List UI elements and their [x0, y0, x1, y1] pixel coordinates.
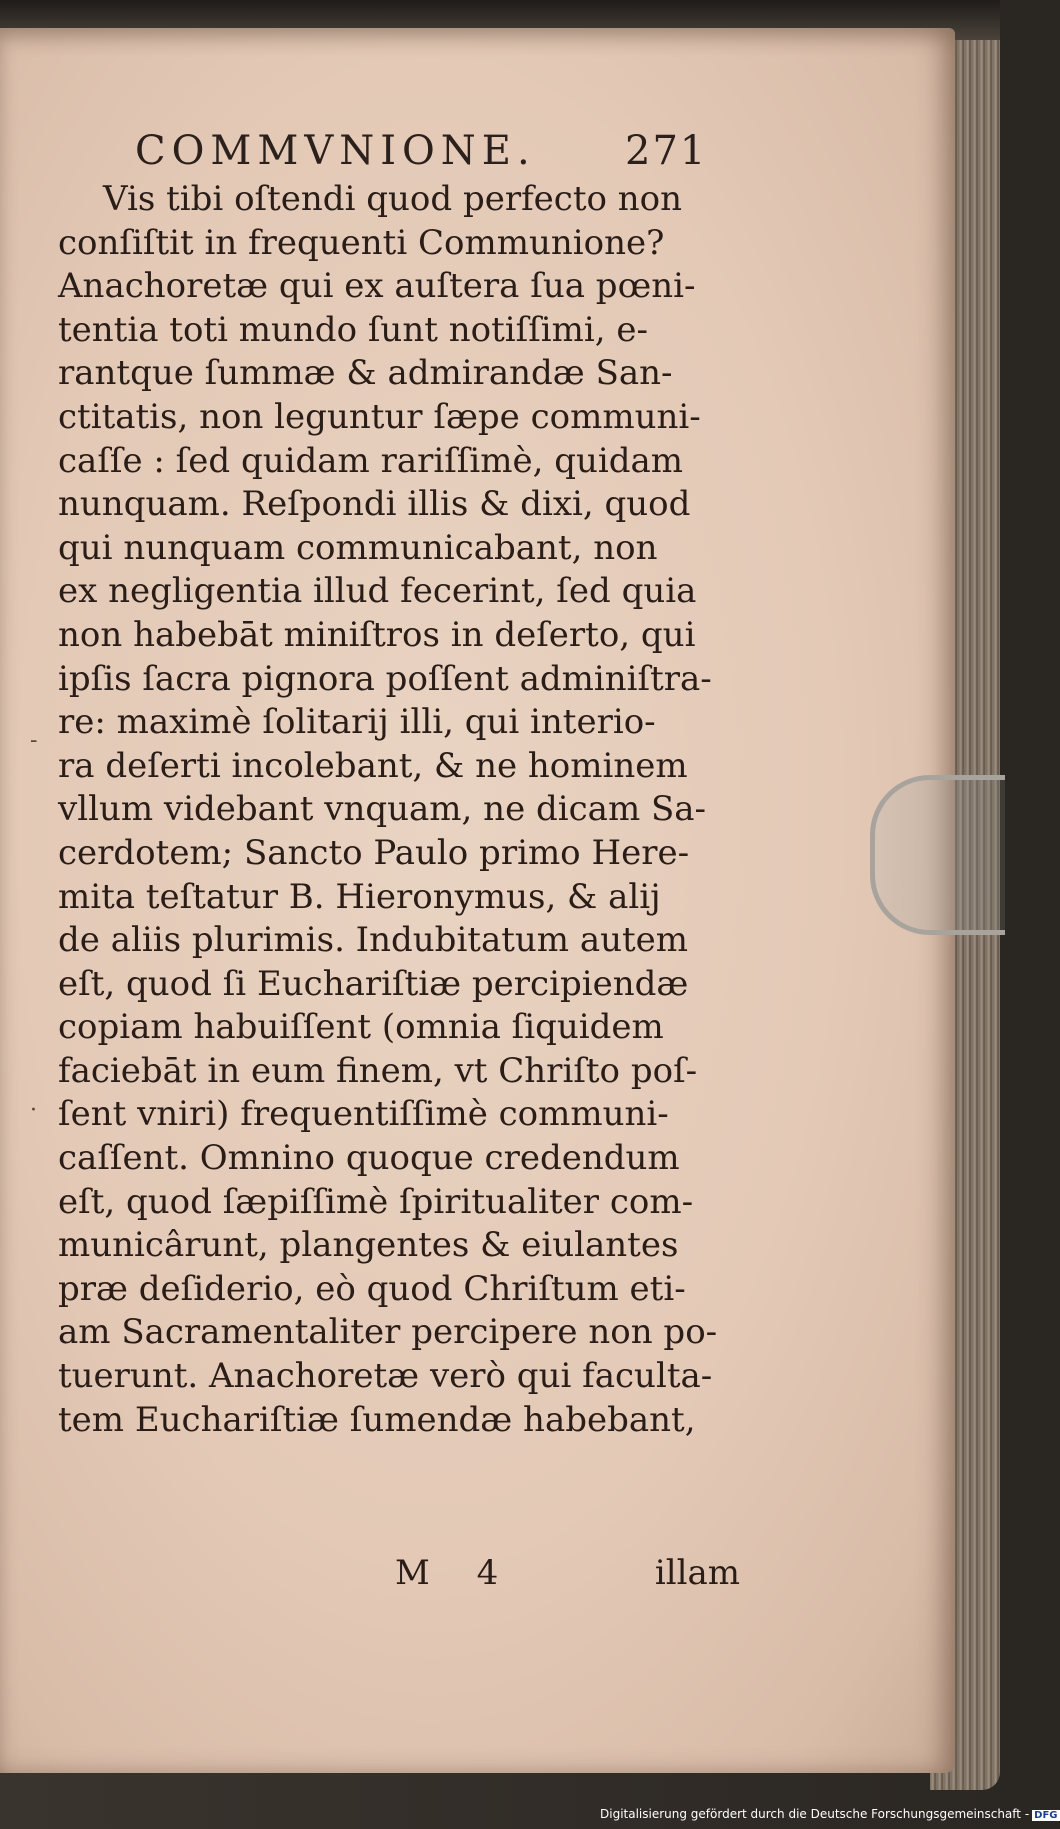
book-clasp — [870, 775, 1005, 935]
text-line: tuerunt. Anachoretæ verò qui faculta- — [58, 1356, 713, 1397]
text-line: Anachoretæ qui ex auſtera ſua pœni- — [58, 266, 696, 307]
text-line: præ deſiderio, eò quod Chriſtum eti- — [58, 1268, 686, 1309]
text-line: caſſent. Omnino quoque credendum — [58, 1138, 680, 1179]
book-page — [0, 28, 955, 1773]
text-line: nunquam. Reſpondi illis & dixi, quod — [58, 484, 691, 525]
body-text — [58, 178, 733, 1442]
text-line: cerdotem; Sancto Paulo primo Here- — [58, 832, 690, 873]
running-title: COMMVNIONE. — [135, 128, 536, 174]
text-line: re: maximè ſolitarij illi, qui interio- — [58, 702, 656, 743]
text-line: faciebāt in eum finem, vt Chriſto poſ- — [58, 1050, 698, 1091]
text-line: non habebāt miniſtros in deſerto, qui — [58, 614, 696, 655]
footer-credit — [600, 1807, 1058, 1825]
margin-mark: - — [30, 728, 38, 753]
text-line: municârunt, plangentes & eiulantes — [58, 1225, 679, 1266]
text-line: ra deſerti incolebant, & ne hominem — [58, 745, 688, 786]
text-line: vllum videbant vnquam, ne dicam Sa- — [58, 789, 707, 830]
text-line: conſiſtit in frequenti Communione? — [58, 222, 665, 263]
signature-mark: M 4 — [395, 1553, 517, 1593]
margin-mark: · — [30, 1098, 37, 1123]
text-line: tem Euchariſtiæ ſumendæ habebant, — [58, 1399, 696, 1440]
text-line: copiam habuiſſent (omnia ſiquidem — [58, 1007, 664, 1048]
page-number: 271 — [625, 128, 708, 174]
text-line: caſſe : ſed quidam rariſſimè, quidam — [58, 440, 684, 481]
text-line: tentia toti mundo ſunt notiſſimi, e- — [58, 309, 648, 350]
text-line: de aliis plurimis. Indubitatum autem — [58, 920, 689, 961]
catchword: illam — [654, 1553, 740, 1593]
text-line: rantque ſummæ & admirandæ San- — [58, 353, 673, 394]
text-line: ctitatis, non leguntur ſæpe communi- — [58, 396, 701, 437]
text-line: ipſis ſacra pignora poſſent adminiſtra- — [58, 658, 712, 699]
credit-text: Digitalisierung gefördert durch die Deutsche Forschungsgemeinschaft - — [600, 1807, 1030, 1821]
text-line: mita teſtatur B. Hieronymus, & alij — [58, 876, 661, 917]
text-line: ſent vniri) frequentiſſimè communi- — [58, 1094, 669, 1135]
text-line: Vis tibi oſtendi quod perfecto non — [103, 179, 683, 219]
text-line: eſt, quod ſi Euchariſtiæ percipiendæ — [58, 963, 689, 1004]
text-line: qui nunquam communicabant, non — [58, 527, 658, 568]
signature-line — [395, 1553, 740, 1603]
text-line: eſt, quod ſæpiſſimè ſpiritualiter com- — [58, 1181, 694, 1222]
text-line: am Sacramentaliter percipere non po- — [58, 1312, 718, 1353]
dfg-logo: DFG — [1034, 1810, 1058, 1821]
text-line: ex negligentia illud fecerint, ſed quia — [58, 571, 697, 612]
